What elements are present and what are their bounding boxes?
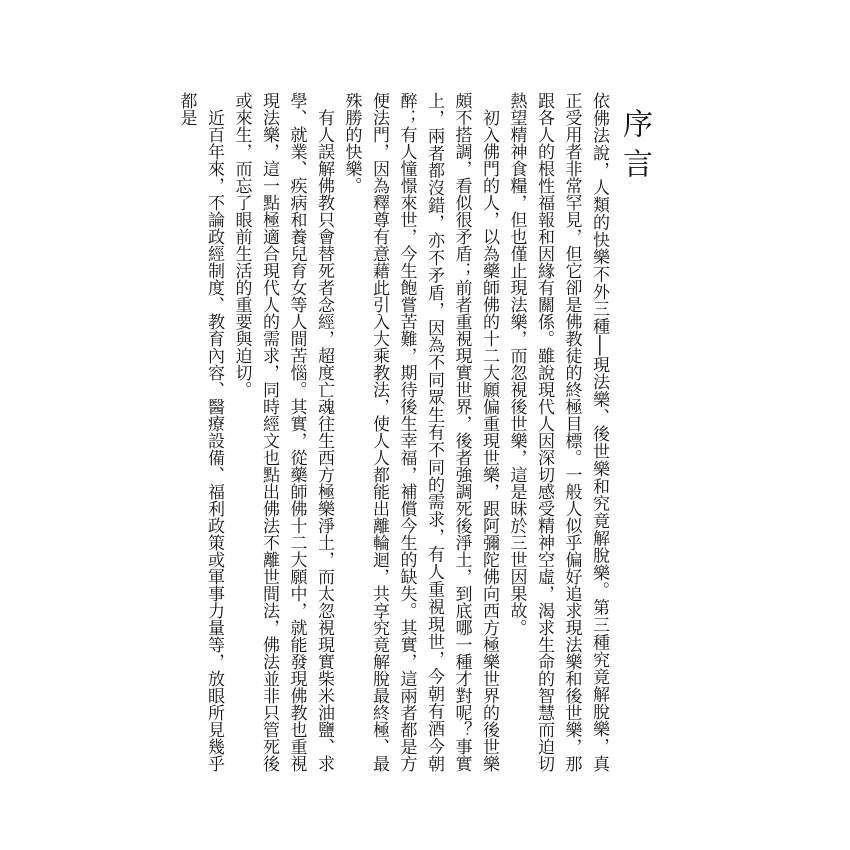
page-title: 序言 bbox=[617, 108, 652, 188]
paragraph-3: 有人誤解佛教只會替死者念經，超度亡魂往生西方極樂淨土，而太忽視現實柴米油鹽、求學、就業、疾病和養兒育女等人間苦惱。其實，從藥師佛十二大願中，就能發現佛教也重視現法樂，這一點極適合現代人的需求，同時經文也點出佛法不離世間法，佛法並非只管死後或來生，而忘了眼前生活的重要與迫切。 bbox=[231, 92, 334, 772]
paragraph-2: 初入佛門的人，以為藥師佛的十二大願偏重現世樂，跟阿彌陀佛向西方極樂世界的後世樂頗不搭調，看似很矛盾；前者重視現實世界，後者強調死後淨土，到底哪一種才對呢？事實上，兩者都沒錯，亦不矛盾，因為不同眾生有不同的需求，有人重視現世，今朝有酒今朝醉；有人憧憬來世，今生飽嘗苦難，期待後生幸福，補償今生的缺失。其實，這兩者都是方便法門，因為釋尊有意藉此引入大乘教法，使人人都能出離輪迴，共享究竟解脫最終極、最殊勝的快樂。 bbox=[341, 92, 499, 772]
preface-body bbox=[172, 92, 612, 772]
paragraph-1: 依佛法說，人類的快樂不外三種──現法樂、後世樂和究竟解脫樂。第三種究竟解脫樂，真正受用者非常罕見，但它卻是佛教徒的終極目標。一般人似乎偏好追求現法樂和後世樂，那跟各人的根性福報和因緣有關係。雖說現代人因深切感受精神空虛，渴求生命的智慧而迫切熱望精神食糧，但也僅止現法樂，而忽視後世樂，這是昧於三世因果故。 bbox=[506, 92, 609, 772]
paragraph-4: 近百年來，不論政經制度、教育內容、醫療設備、福利政策或軍事力量等，放眼所見幾乎都是 bbox=[176, 92, 224, 772]
